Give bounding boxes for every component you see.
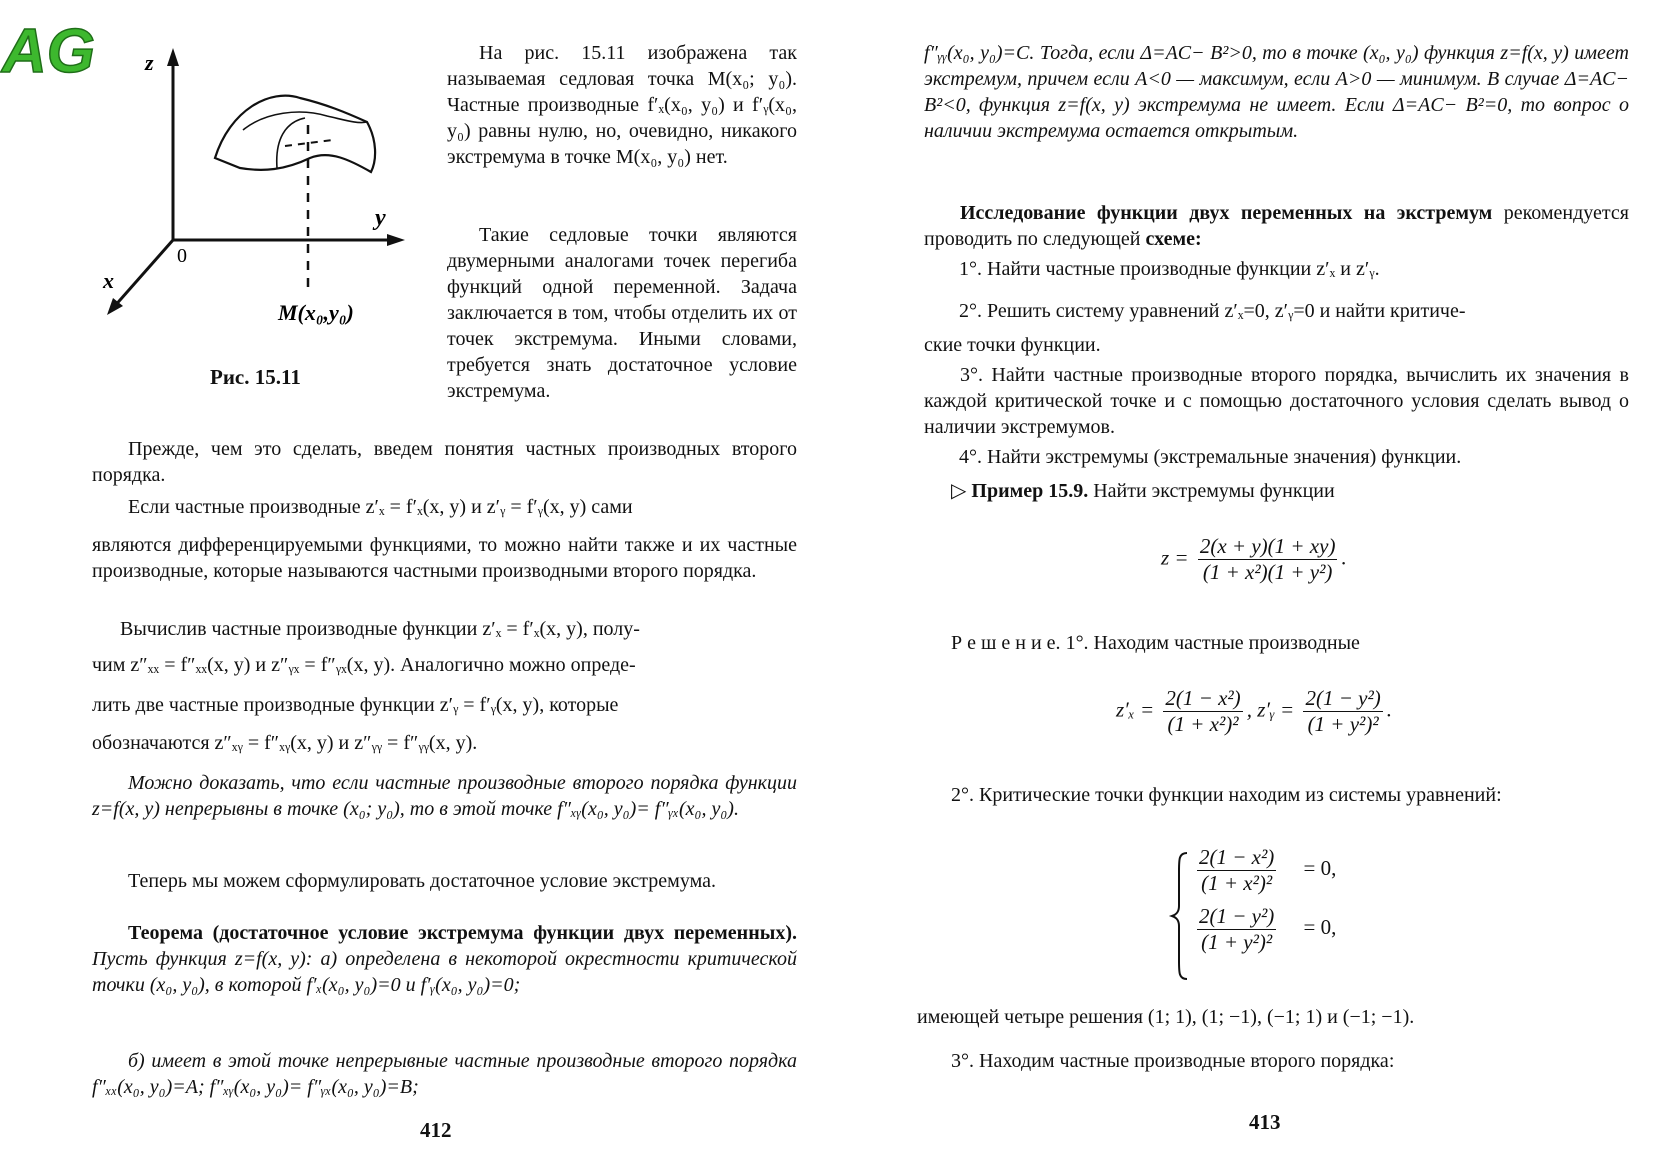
dy-fraction: [1303, 686, 1382, 737]
solution-text: 1°. Находим частные производные: [1065, 632, 1360, 654]
paragraph-mixed-derivatives: Можно доказать, что если частные производные второго порядка функции z=f(x, y) непрерывны в точке (x₀; y₀), то в этой точке f″ₓᵧ(x₀, y₀)= f″ᵧₓ(x₀, y₀).: [92, 772, 797, 820]
z-axis-label: z: [145, 50, 154, 75]
formula-fraction: [1198, 534, 1338, 585]
theorem-continuation: f″ᵧᵧ(x₀, y₀)=C. Тогда, если Δ=AC− B²>0, то в точке (x₀, y₀) функция z=f(x, y) имеет экстремум, причем если A<0 — максимум, если A>0 — минимум. В случае Δ=AC− B²<0, функция z=f(x, y) экстремума не имеет. Если Δ=AC− B²=0, то вопрос о наличии экстремума остается открытым.: [924, 42, 1629, 142]
system-fraction-2: [1197, 904, 1276, 955]
scheme-intro: [924, 200, 1629, 252]
scheme-title: Исследование функции двух переменных на экстремум: [960, 202, 1493, 224]
formula-numerator: 2(x + y)(1 + xy): [1199, 534, 1336, 558]
system-brace: [1171, 851, 1191, 981]
step-2-line1: 2°. Решить систему уравнений z′ₓ=0, z′ᵧ=0 и найти критиче-: [959, 300, 1466, 322]
page-number-left: 412: [420, 1118, 452, 1142]
dy-denominator: (1 + y²)²: [1307, 712, 1379, 736]
example-text: Найти экстремумы функции: [1093, 480, 1335, 502]
step-3: 3°. Найти частные производные второго порядка, вычислить их значения в каждой критической точке и с помощью достаточного условия сделать вывод о наличии экстремумов.: [924, 364, 1629, 438]
page-number-right: 413: [1249, 1110, 1281, 1134]
equation-system: [1179, 845, 1336, 955]
paragraph-formulate: Теперь мы можем сформулировать достаточное условие экстремума.: [128, 870, 716, 892]
dx-denominator: (1 + x²)²: [1167, 712, 1239, 736]
example-marker-icon: ▷: [951, 480, 967, 502]
partial-derivatives-formula: [1116, 686, 1392, 737]
side-paragraph-1: На рис. 15.11 изображена так называемая седловая точка M(x₀; y₀). Частные производные f′ₓ(x₀, y₀) и f′ᵧ(x₀, y₀) равны нулю, но, очевидно, никакого экстремума в точке M(x₀, y₀) нет.: [447, 42, 797, 168]
formula-denominator: (1 + x²)(1 + y²): [1202, 560, 1333, 584]
paragraph-differentiable-rest: являются дифференцируемыми функциями, то можно найти также и их частные производные, которые называются частными производными второго порядка.: [92, 534, 797, 582]
system-rhs-2: = 0,: [1303, 915, 1337, 940]
theorem: [92, 920, 797, 998]
dx-fraction: [1163, 686, 1242, 737]
scheme-word: схеме:: [1145, 228, 1202, 250]
system-row-2: [1193, 904, 1336, 955]
dy-numerator: 2(1 − y²): [1305, 686, 1381, 710]
example-heading: [951, 478, 1335, 503]
paragraph-computing-line4: обозначаются z″ₓᵧ = f″ₓᵧ(x, y) и z″ᵧᵧ = f″ᵧᵧ(x, y).: [92, 732, 478, 754]
derivative-separator: ,: [1246, 697, 1252, 722]
derivative-end: .: [1386, 697, 1392, 722]
example-label: Пример 15.9.: [971, 480, 1089, 502]
system-numerator-1: 2(1 − x²): [1199, 845, 1275, 869]
step-1: 1°. Найти частные производные функции z′ₓ и z′ᵧ.: [959, 258, 1380, 280]
figure-caption: Рис. 15.11: [210, 365, 301, 389]
side-paragraph-2: Такие седловые точки являются двумерными аналогами точек перегиба функций одной переменной. Задача заключается в том, чтобы отделить их от точек экстремума. Иными словами, требуется знать достаточное условие экстремума.: [447, 224, 797, 402]
step-3-solution: 3°. Находим частные производные второго порядка:: [951, 1050, 1395, 1072]
y-axis-arrow: [387, 234, 405, 246]
saddle-surface: [215, 96, 375, 172]
origin-label: 0: [177, 245, 187, 267]
scheme-text: рекомендуется проводить по следующей: [924, 202, 1629, 250]
x-axis-label: x: [103, 268, 114, 293]
solution-line: [951, 632, 1360, 655]
z-axis-arrow: [167, 48, 179, 66]
system-denominator-1: (1 + x²)²: [1201, 871, 1273, 895]
dx-numerator: 2(1 − x²): [1165, 686, 1241, 710]
solutions-line: имеющей четыре решения (1; 1), (1; −1), (−1; 1) и (−1; −1).: [917, 1006, 1415, 1028]
system-row-1: [1193, 845, 1336, 896]
system-numerator-2: 2(1 − y²): [1199, 904, 1275, 928]
logo-text: AG: [2, 17, 95, 86]
x-axis: [113, 240, 173, 308]
theorem-condition-b: б) имеет в этой точке непрерывные частные производные второго порядка f″ₓₓ(x₀, y₀)=A; f″ₓᵧ(x₀, y₀)= f″ᵧₓ(x₀, y₀)=B;: [92, 1050, 797, 1098]
theorem-title: Теорема (достаточное условие экстремума функции двух переменных).: [128, 922, 797, 944]
dx-lhs: z′ₓ =: [1116, 697, 1155, 722]
step-2-solution: 2°. Критические точки функции находим из системы уравнений:: [951, 784, 1502, 806]
system-denominator-2: (1 + y²)²: [1201, 930, 1273, 954]
saddle-point-figure: [95, 40, 425, 340]
solution-label: Р е ш е н и е.: [951, 632, 1061, 654]
formula-end: .: [1341, 545, 1347, 570]
paragraph-computing-line2: чим z″ₓₓ = f″ₓₓ(x, y) и z″ᵧₓ = f″ᵧₓ(x, y). Аналогично можно опреде-: [92, 654, 636, 676]
point-label: M(x₀,y₀): [278, 300, 354, 325]
system-rhs-1: = 0,: [1303, 856, 1337, 881]
theorem-body: Пусть функция z=f(x, y): а) определена в некоторой окрестности критической точки (x₀, y₀), в которой f′ₓ(x₀, y₀)=0 и f′ᵧ(x₀, y₀)=0;: [92, 948, 797, 996]
right-page: [831, 0, 1662, 1154]
example-function-formula: [1161, 534, 1347, 585]
dy-lhs: z′ᵧ =: [1257, 697, 1295, 722]
step-2-line2: ские точки функции.: [924, 334, 1101, 356]
paragraph-second-order-intro: Прежде, чем это сделать, введем понятия частных производных второго порядка.: [92, 438, 797, 486]
paragraph-computing-line3: лить две частные производные функции z′ᵧ = f′ᵧ(x, y), которые: [92, 694, 619, 716]
y-axis-label: y: [375, 205, 386, 231]
step-4: 4°. Найти экстремумы (экстремальные значения) функции.: [959, 446, 1462, 468]
paragraph-differentiable-line1: Если частные производные z′ₓ = f′ₓ(x, y) и z′ᵧ = f′ᵧ(x, y) сами: [128, 496, 633, 518]
formula-lhs: z =: [1161, 545, 1189, 570]
system-fraction-1: [1197, 845, 1276, 896]
paragraph-computing-line1: Вычислив частные производные функции z′ₓ = f′ₓ(x, y), полу-: [120, 618, 640, 640]
